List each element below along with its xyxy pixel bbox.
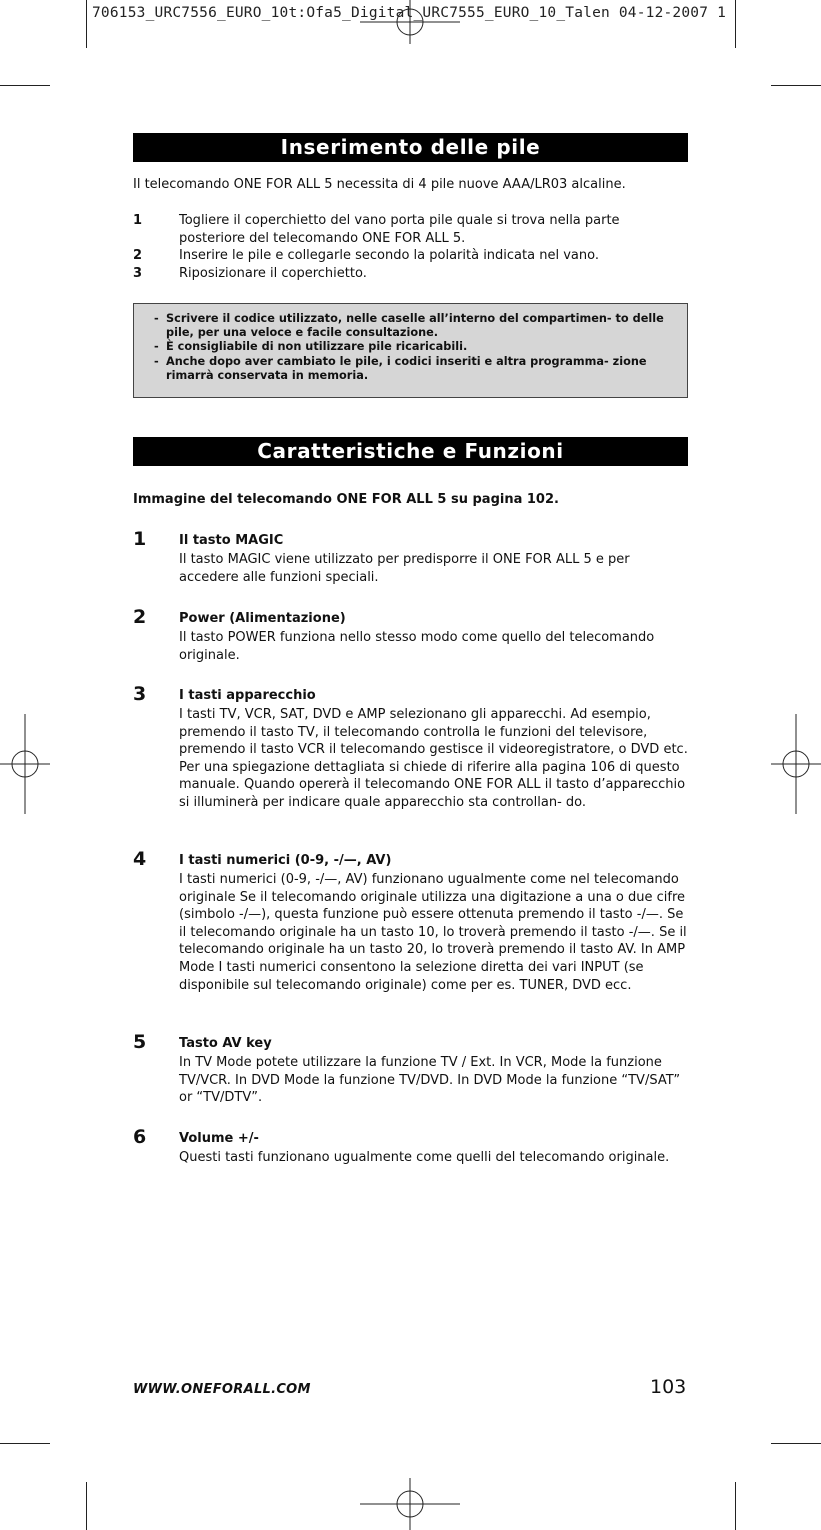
feature-body: In TV Mode potete utilizzare la funzione TV / Ext. In VCR, Mode la funzione TV/VCR. In DVD Mode la funzione TV/DVD. In DVD Mode la funzione “TV/SAT” or “TV/DTV”.: [179, 1055, 681, 1106]
feature-title: I tasti apparecchio: [179, 688, 316, 703]
note-item: [154, 340, 669, 354]
step-number: 2: [133, 248, 143, 263]
crop-mark-top-right-horizontal: [771, 85, 821, 86]
crop-mark-top-left-vertical: [86, 0, 87, 48]
battery-step: [133, 265, 688, 283]
step-number: 1: [133, 213, 143, 228]
feature-body: I tasti numerici (0-9, -/—, AV) funzionano ugualmente come nel telecomando originale Se il telecomando originale utilizza una digitazione a una o due cifre (simbolo -/—), questa funzione può essere ottenuta premendo il tasto -/—. Se il telecomando originale ha un tasto 10, lo troverà premendo il tasto -/—. Se il telecomando originale ha un tasto 20, lo troverà premendo il tasto AV. In AMP Mode I tasti numerici consentono la selezione diretta dei vari INPUT (se disponibile sul telecomando originale) come per es. TUNER, DVD ecc.: [179, 872, 687, 993]
registration-mark-bottom: [360, 1478, 460, 1530]
feature-body: I tasti TV, VCR, SAT, DVD e AMP selezionano gli apparecchi. Ad esempio, premendo il tasto TV, il telecomando controlla le funzioni del televisore, premendo il tasto VCR il telecomando gestisce il videoregistratore, o DVD etc. Per una spiegazione dettagliata si chiede di riferire alla pagina 106 di questo manuale. Quando opererà il telecomando ONE FOR ALL il tasto d’apparecchio si illuminerà per indicare quale apparecchio sta controllan- do.: [179, 707, 688, 810]
feature-title: Power (Alimentazione): [179, 611, 346, 626]
battery-step: [133, 247, 688, 265]
note-text: Scrivere il codice utilizzato, nelle caselle all’interno del compartimen- to delle pile, per una veloce e facile consultazione.: [166, 312, 664, 340]
registration-mark-right: [771, 714, 821, 814]
feature-number: 4: [133, 848, 147, 870]
feature-number: 2: [133, 606, 147, 628]
battery-intro-text: Il telecomando ONE FOR ALL 5 necessita di 4 pile nuove AAA/LR03 alcaline.: [133, 177, 626, 192]
features-subtitle: Immagine del telecomando ONE FOR ALL 5 su pagina 102.: [133, 492, 559, 507]
feature-number: 6: [133, 1126, 147, 1148]
feature-body: Il tasto MAGIC viene utilizzato per predisporre il ONE FOR ALL 5 e per accedere alle funzioni speciali.: [179, 552, 630, 585]
crop-mark-bottom-left-horizontal: [0, 1443, 50, 1444]
note-dash: -: [154, 312, 159, 325]
note-text: Anche dopo aver cambiato le pile, i codici inseriti e altra programma- zione rimarrà conservata in memoria.: [166, 354, 647, 382]
feature-title: I tasti numerici (0-9, -/—, AV): [179, 853, 392, 868]
feature-number: 5: [133, 1031, 147, 1053]
note-dash: -: [154, 340, 159, 354]
crop-mark-bottom-left-vertical: [86, 1482, 87, 1530]
section-title-battery-insertion: Inserimento delle pile: [133, 133, 688, 162]
crop-mark-bottom-right-vertical: [735, 1482, 736, 1530]
step-text: Riposizionare il coperchietto.: [179, 265, 367, 281]
registration-mark-top: [360, 0, 460, 44]
feature-title: Volume +/-: [179, 1131, 259, 1146]
battery-step: [133, 212, 688, 247]
feature-body: Il tasto POWER funziona nello stesso modo come quello del telecomando originale.: [179, 630, 655, 663]
battery-steps-list: [133, 212, 688, 282]
note-item: [154, 355, 669, 383]
step-text: Togliere il coperchietto del vano porta pile quale si trova nella parte posteriore del telecomando ONE FOR ALL 5.: [179, 213, 620, 246]
battery-notes-box: [133, 303, 688, 398]
feature-number: 3: [133, 683, 147, 705]
feature-title: Tasto AV key: [179, 1036, 272, 1051]
feature-body: Questi tasti funzionano ugualmente come quelli del telecomando originale.: [179, 1150, 670, 1165]
page-number: 103: [650, 1376, 687, 1398]
step-text: Inserire le pile e collegarle secondo la polarità indicata nel vano.: [179, 248, 599, 263]
section-title-features: Caratteristiche e Funzioni: [133, 437, 688, 466]
crop-mark-top-left-horizontal: [0, 85, 50, 86]
note-item: [154, 312, 669, 340]
crop-mark-bottom-right-horizontal: [771, 1443, 821, 1444]
step-number: 3: [133, 265, 143, 281]
feature-title: Il tasto MAGIC: [179, 533, 284, 548]
footer-website-link[interactable]: WWW.ONEFORALL.COM: [133, 1382, 311, 1397]
print-slug-line: 706153_URC7556_EURO_10t:Ofa5_Digital_URC7555_EURO_10_Talen 04-12-2007 1: [92, 5, 727, 21]
note-text: È consigliabile di non utilizzare pile ricaricabili.: [166, 340, 468, 354]
registration-mark-left: [0, 714, 50, 814]
note-dash: -: [154, 354, 159, 368]
feature-number: 1: [133, 528, 147, 550]
crop-mark-top-right-vertical: [735, 0, 736, 48]
